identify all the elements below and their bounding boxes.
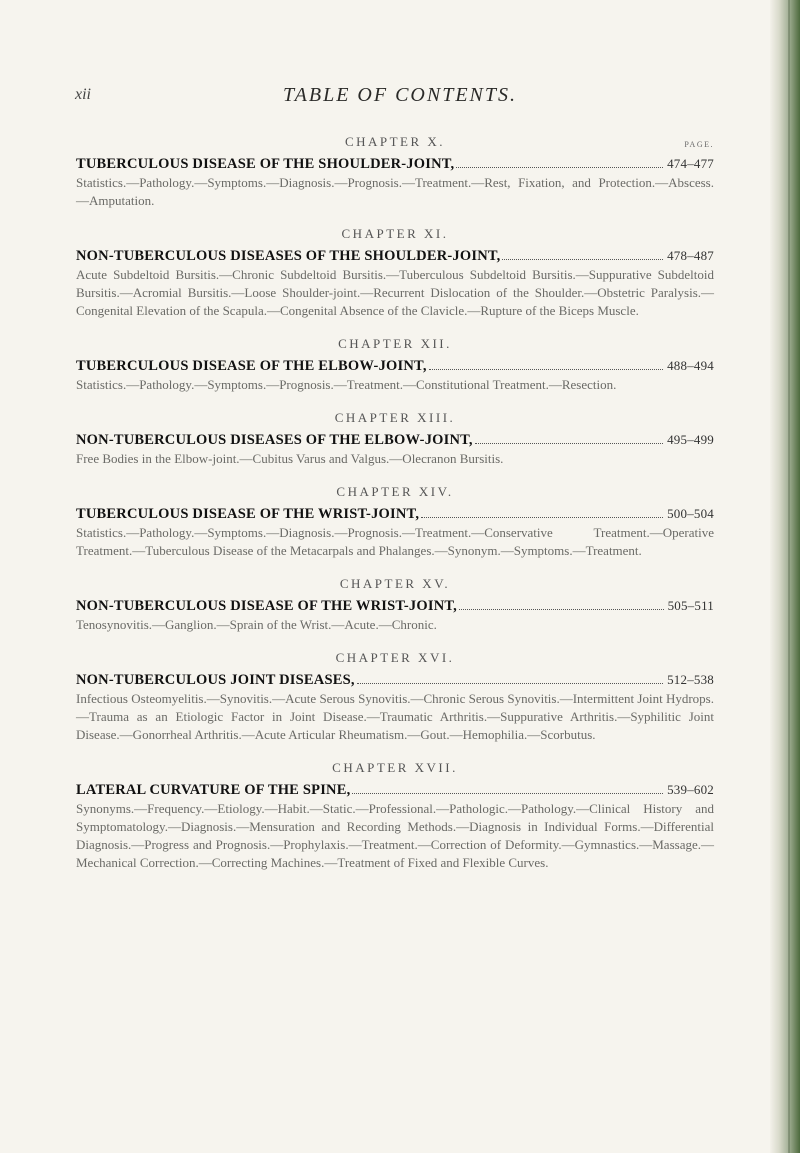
chapter-heading: NON-TUBERCULOUS DISEASES OF THE SHOULDER-JOINT, — [76, 248, 501, 264]
chapter-label: CHAPTER XIII. — [334, 410, 456, 425]
chapter-heading-row — [76, 432, 714, 449]
leader-dots — [357, 683, 663, 684]
chapter-heading-row — [76, 156, 714, 173]
toc-entry-chapter-11 — [76, 226, 714, 320]
toc-entry-chapter-13 — [76, 410, 714, 468]
toc-entry-chapter-16 — [76, 650, 714, 744]
chapter-heading-row — [76, 358, 714, 375]
running-head — [0, 84, 800, 108]
chapter-label: CHAPTER XV. — [339, 576, 451, 591]
table-of-contents — [76, 134, 714, 888]
chapter-label: CHAPTER XI. — [341, 226, 449, 241]
toc-entry-chapter-10 — [76, 134, 714, 210]
leader-dots — [421, 517, 663, 518]
leader-dots — [502, 259, 663, 260]
chapter-topics: Tenosynovitis.—Ganglion.—Sprain of the Wrist.—Acute.—Chronic. — [76, 617, 437, 632]
chapter-heading-row — [76, 598, 714, 615]
toc-entry-chapter-17 — [76, 760, 714, 872]
chapter-heading: TUBERCULOUS DISEASE OF THE ELBOW-JOINT, — [76, 358, 427, 374]
chapter-label: CHAPTER XIV. — [336, 484, 454, 499]
chapter-heading: NON-TUBERCULOUS DISEASES OF THE ELBOW-JOINT, — [76, 432, 473, 448]
chapter-heading-row — [76, 672, 714, 689]
chapter-heading: LATERAL CURVATURE OF THE SPINE, — [76, 782, 351, 798]
page-range: 505–511 — [667, 598, 714, 613]
book-spine-edge — [770, 0, 800, 1153]
toc-entry-chapter-14 — [76, 484, 714, 560]
toc-entry-chapter-12 — [76, 336, 714, 394]
chapter-heading: NON-TUBERCULOUS DISEASE OF THE WRIST-JOINT, — [76, 598, 457, 614]
chapter-heading: NON-TUBERCULOUS JOINT DISEASES, — [76, 672, 355, 688]
chapter-topics: Infectious Osteomyelitis.—Synovitis.—Acute Serous Synovitis.—Chronic Serous Synovitis.—Intermittent Joint Hydrops.—Trauma as an Etiologic Factor in Joint Disease.—Traumatic Arthritis.—Suppurative Arthritis.—Syphilitic Joint Disease.—Gonorrheal Arthritis.—Acute Articular Rheumatism.—Gout.—Hemophilia.—Scorbutus. — [76, 691, 714, 742]
page-range: 495–499 — [667, 432, 714, 447]
running-head-title: TABLE OF CONTENTS. — [283, 84, 517, 106]
chapter-topics: Statistics.—Pathology.—Symptoms.—Prognosis.—Treatment.—Constitutional Treatment.—Resection. — [76, 377, 617, 392]
page-range: 488–494 — [667, 358, 714, 373]
chapter-heading-row — [76, 506, 714, 523]
leader-dots — [459, 609, 664, 610]
page-range: 500–504 — [667, 506, 714, 521]
chapter-label: CHAPTER XII. — [338, 336, 452, 351]
chapter-topics: Statistics.—Pathology.—Symptoms.—Diagnosis.—Prognosis.—Treatment.—Conservative Treatment.—Operative Treatment.—Tuberculous Disease of the Metacarpals and Phalanges.—Synonym.—Symptoms.—Treatment. — [76, 525, 714, 558]
chapter-label: CHAPTER X. — [344, 134, 446, 149]
chapter-topics: Statistics.—Pathology.—Symptoms.—Diagnosis.—Prognosis.—Treatment.—Rest, Fixation, and Protection.—Abscess.—Amputation. — [76, 175, 714, 208]
chapter-topics: Synonyms.—Frequency.—Etiology.—Habit.—Static.—Professional.—Pathologic.—Pathology.—Clinical History and Symptomatology.—Diagnosis.—Mensuration and Recording Methods.—Diagnosis in Individual Forms.—Differential Diagnosis.—Progress and Prognosis.—Prophylaxis.—Treatment.—Correction of Deformity.—Gymnastics.—Massage.—Mechanical Correction.—Correcting Machines.—Treatment of Fixed and Flexible Curves. — [76, 801, 714, 870]
leader-dots — [429, 369, 663, 370]
chapter-heading-row — [76, 782, 714, 799]
page-range: 478–487 — [667, 248, 714, 263]
chapter-topics: Acute Subdeltoid Bursitis.—Chronic Subdeltoid Bursitis.—Tuberculous Subdeltoid Bursitis.—Suppurative Subdeltoid Bursitis.—Acromial Bursitis.—Loose Shoulder-joint.—Recurrent Dislocation of the Shoulder.—Obstetric Paralysis.—Congenital Elevation of the Scapula.—Congenital Absence of the Clavicle.—Rupture of the Biceps Muscle. — [76, 267, 714, 318]
chapter-heading-row — [76, 248, 714, 265]
page-range: 474–477 — [667, 156, 714, 171]
leader-dots — [456, 167, 663, 168]
leader-dots — [475, 443, 663, 444]
toc-entry-chapter-15 — [76, 576, 714, 634]
chapter-heading: TUBERCULOUS DISEASE OF THE WRIST-JOINT, — [76, 506, 420, 522]
chapter-label: CHAPTER XVII. — [332, 760, 458, 775]
leader-dots — [352, 793, 663, 794]
page-column-label: PAGE. — [684, 140, 714, 149]
chapter-label: CHAPTER XVI. — [335, 650, 455, 665]
page-folio: xii — [75, 86, 91, 103]
chapter-topics: Free Bodies in the Elbow-joint.—Cubitus Varus and Valgus.—Olecranon Bursitis. — [76, 451, 504, 466]
chapter-heading: TUBERCULOUS DISEASE OF THE SHOULDER-JOINT, — [76, 156, 455, 172]
page-range: 539–602 — [667, 782, 714, 797]
page-range: 512–538 — [667, 672, 714, 687]
